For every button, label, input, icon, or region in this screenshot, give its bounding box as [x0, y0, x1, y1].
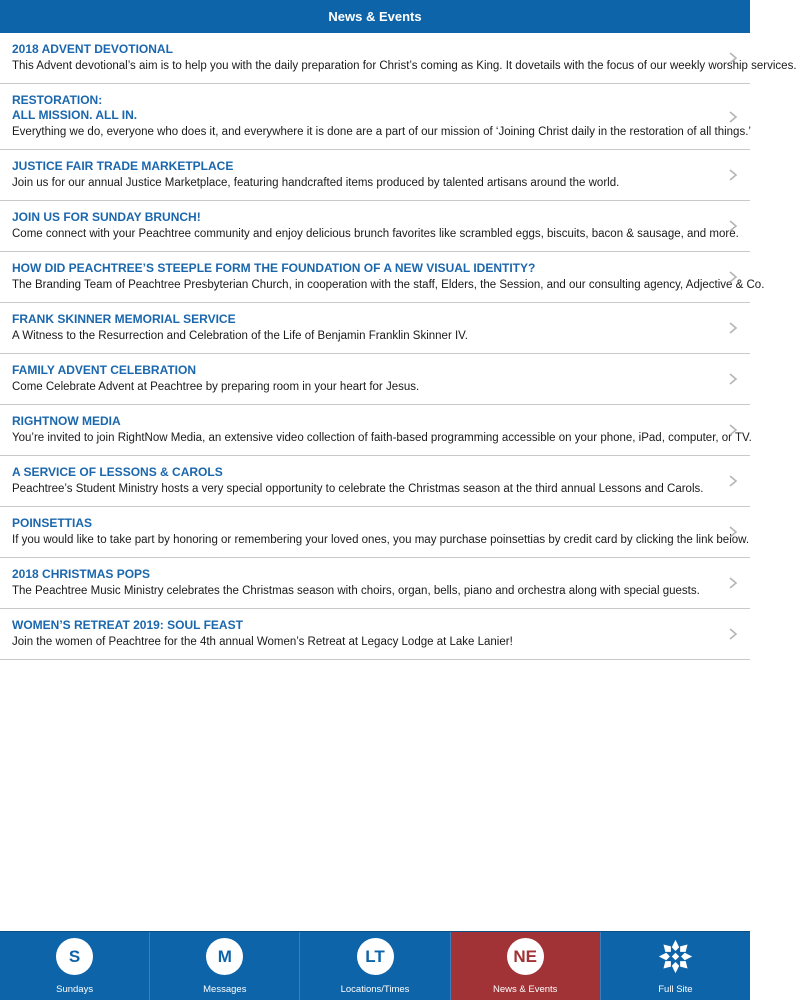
item-description: Join the women of Peachtree for the 4th annual Women’s Retreat at Legacy Lodge at Lake Lanier!: [12, 636, 513, 648]
tab-initials: LT: [365, 946, 385, 966]
nav-bar: [0, 0, 750, 33]
chevron-right-icon: [726, 474, 740, 488]
chevron-right-icon: [726, 372, 740, 386]
item-description: The Peachtree Music Ministry celebrates the Christmas season with choirs, organ, bells, piano and orchestra along with special guests.: [12, 585, 700, 597]
tab-locations-times[interactable]: [300, 932, 450, 1000]
list-item[interactable]: [0, 303, 750, 354]
item-title: WOMEN’S RETREAT 2019: SOUL FEAST: [12, 618, 243, 632]
list-item[interactable]: [0, 609, 750, 660]
tab-label: Sundays: [56, 984, 94, 995]
locations-icon: [357, 938, 394, 975]
list-item[interactable]: [0, 84, 750, 150]
item-description: Peachtree’s Student Ministry hosts a very special opportunity to celebrate the Christmas season at the third annual Lessons and Carols.: [12, 483, 704, 495]
church-logo-icon: [657, 938, 694, 975]
item-title: HOW DID PEACHTREE’S STEEPLE FORM THE FOUNDATION OF A NEW VISUAL IDENTITY?: [12, 261, 536, 275]
tab-label: News & Events: [493, 984, 558, 995]
list-item[interactable]: [0, 201, 750, 252]
item-description: You’re invited to join RightNow Media, an extensive video collection of faith-based programming accessible on your phone, iPad, computer, or TV.: [12, 432, 752, 444]
tab-initials: S: [68, 946, 81, 966]
tab-full-site[interactable]: [601, 932, 750, 1000]
list-item[interactable]: [0, 252, 765, 303]
list-item[interactable]: [0, 507, 750, 558]
item-title: FAMILY ADVENT CELEBRATION: [12, 363, 197, 377]
tab-initials: M: [217, 946, 232, 966]
item-description: This Advent devotional’s aim is to help you with the daily preparation for Christ’s coming as King. It dovetails with the focus of our weekly worship services.: [12, 60, 797, 72]
item-description: Everything we do, everyone who does it, and everywhere it is done are a part of our mission of ‘Joining Christ daily in the restoration of all things.’: [12, 126, 751, 138]
list-item[interactable]: [0, 150, 750, 201]
list-item[interactable]: [0, 405, 750, 456]
list-item[interactable]: [0, 558, 750, 609]
tab-label: Messages: [203, 984, 247, 995]
item-title: RIGHTNOW MEDIA: [12, 414, 121, 428]
tab-label: Full Site: [658, 984, 693, 995]
tab-bar: [0, 931, 750, 1000]
item-description: A Witness to the Resurrection and Celebration of the Life of Benjamin Franklin Skinner IV.: [12, 330, 468, 342]
item-description: If you would like to take part by honoring or remembering your loved ones, you may purchase poinsettias by credit card by clicking the link below.: [12, 534, 750, 546]
item-title: A SERVICE OF LESSONS & CAROLS: [12, 465, 223, 479]
page-title: News & Events: [328, 9, 422, 24]
chevron-right-icon: [726, 627, 740, 641]
tab-messages[interactable]: [150, 932, 300, 1000]
tab-news-events[interactable]: [451, 932, 601, 1000]
item-description: Come connect with your Peachtree community and enjoy delicious brunch favorites like scrambled eggs, biscuits, bacon & sausage, and more.: [12, 228, 739, 240]
item-title: 2018 ADVENT DEVOTIONAL: [12, 42, 173, 56]
chevron-right-icon: [726, 423, 740, 437]
chevron-right-icon: [726, 321, 740, 335]
chevron-right-icon: [726, 576, 740, 590]
item-title: POINSETTIAS: [12, 516, 93, 530]
chevron-right-icon: [726, 51, 740, 65]
messages-icon: [206, 938, 243, 975]
item-title: 2018 CHRISTMAS POPS: [12, 567, 151, 581]
sundays-icon: [56, 938, 93, 975]
item-description: The Branding Team of Peachtree Presbyterian Church, in cooperation with the staff, Elders, the Session, and our consulting agency, Adjective & Co.: [12, 279, 765, 291]
tab-sundays[interactable]: [0, 932, 150, 1000]
chevron-right-icon: [726, 270, 740, 284]
chevron-right-icon: [726, 110, 740, 124]
item-title: JUSTICE FAIR TRADE MARKETPLACE: [12, 159, 234, 173]
chevron-right-icon: [726, 219, 740, 233]
chevron-right-icon: [726, 525, 740, 539]
item-title: FRANK SKINNER MEMORIAL SERVICE: [12, 312, 236, 326]
list-item[interactable]: [0, 456, 750, 507]
item-description: Come Celebrate Advent at Peachtree by preparing room in your heart for Jesus.: [12, 381, 420, 393]
list-item[interactable]: [0, 33, 797, 84]
tab-label: Locations/Times: [340, 984, 410, 995]
news-events-icon: [507, 938, 544, 975]
chevron-right-icon: [726, 168, 740, 182]
item-title: RESTORATION: ALL MISSION. ALL IN.: [12, 93, 138, 122]
tab-initials: NE: [513, 946, 538, 966]
news-list: [0, 33, 797, 660]
item-title: JOIN US FOR SUNDAY BRUNCH!: [12, 210, 201, 224]
list-item[interactable]: [0, 354, 750, 405]
item-description: Join us for our annual Justice Marketplace, featuring handcrafted items produced by talented artisans around the world.: [12, 177, 620, 189]
